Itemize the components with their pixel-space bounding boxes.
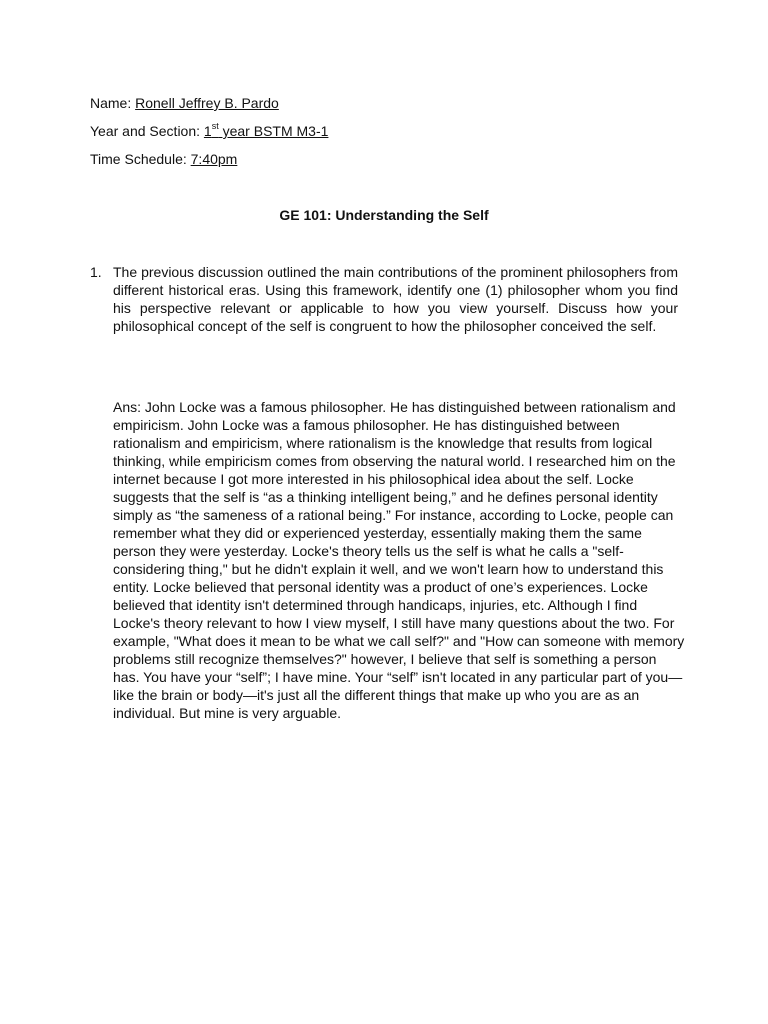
time-schedule-line [90,150,237,168]
year-section-label: Year and Section: [90,123,204,139]
time-schedule-label: Time Schedule: [90,151,191,167]
name-label: Name: [90,95,136,111]
year-section-line [90,122,328,140]
question-item [90,263,678,335]
year-number: 1 [203,123,212,139]
time-schedule-value: 7:40pm [190,151,238,167]
document-title: GE 101: Understanding the Self [279,207,489,223]
year-section-value [204,123,329,139]
name-value: Ronell Jeffrey B. Pardo [135,95,279,111]
question-text: The previous discussion outlined the main contributions of the prominent philosophers from different historical eras. Using this framework, identify one (1) philosopher whom you find his perspective relevant or applicable to how you view yourself. Discuss how your philosophical concept of the self is congruent to how the philosopher conceived the self. [113,264,678,334]
question-number: 1. [90,264,102,280]
year-ordinal-suffix: st [211,121,219,132]
year-section-rest: year BSTM M3-1 [218,123,329,139]
name-line [90,94,279,112]
answer-text: Ans: John Locke was a famous philosopher. He has distinguished between rationalism and empiricism. John Locke was a famous philosopher. He has distinguished between rationalism and empiricism, where rationalism is the knowledge that results from logical thinking, while empiricism comes from observing the natural world. I researched him on the internet because I got more interested in his philosophical idea about the self. Locke suggests that the self is “as a thinking intelligent being,” and he defines personal identity simply as “the sameness of a rational being.” For instance, according to Locke, people can remember what they did or experienced yesterday, essentially making them the same person they were yesterday. Locke's theory tells us the self is what he calls a "self-considering thing," but he didn't explain it well, and we won't learn how to understand this entity. Locke believed that personal identity was a product of one’s experiences. Locke believed that identity isn't determined through handicaps, injuries, etc. Although I find Locke's theory relevant to how I view myself, I still have many questions about the two. For example, "What does it mean to be what we call self?" and "How can someone with memory problems still recognize themselves?" however, I believe that self is something a person has. You have your “self”; I have mine. Your “self” isn't located in any particular part of you—like the brain or body—it's just all the different things that make up who you are as an individual. But mine is very arguable. [113,399,685,721]
